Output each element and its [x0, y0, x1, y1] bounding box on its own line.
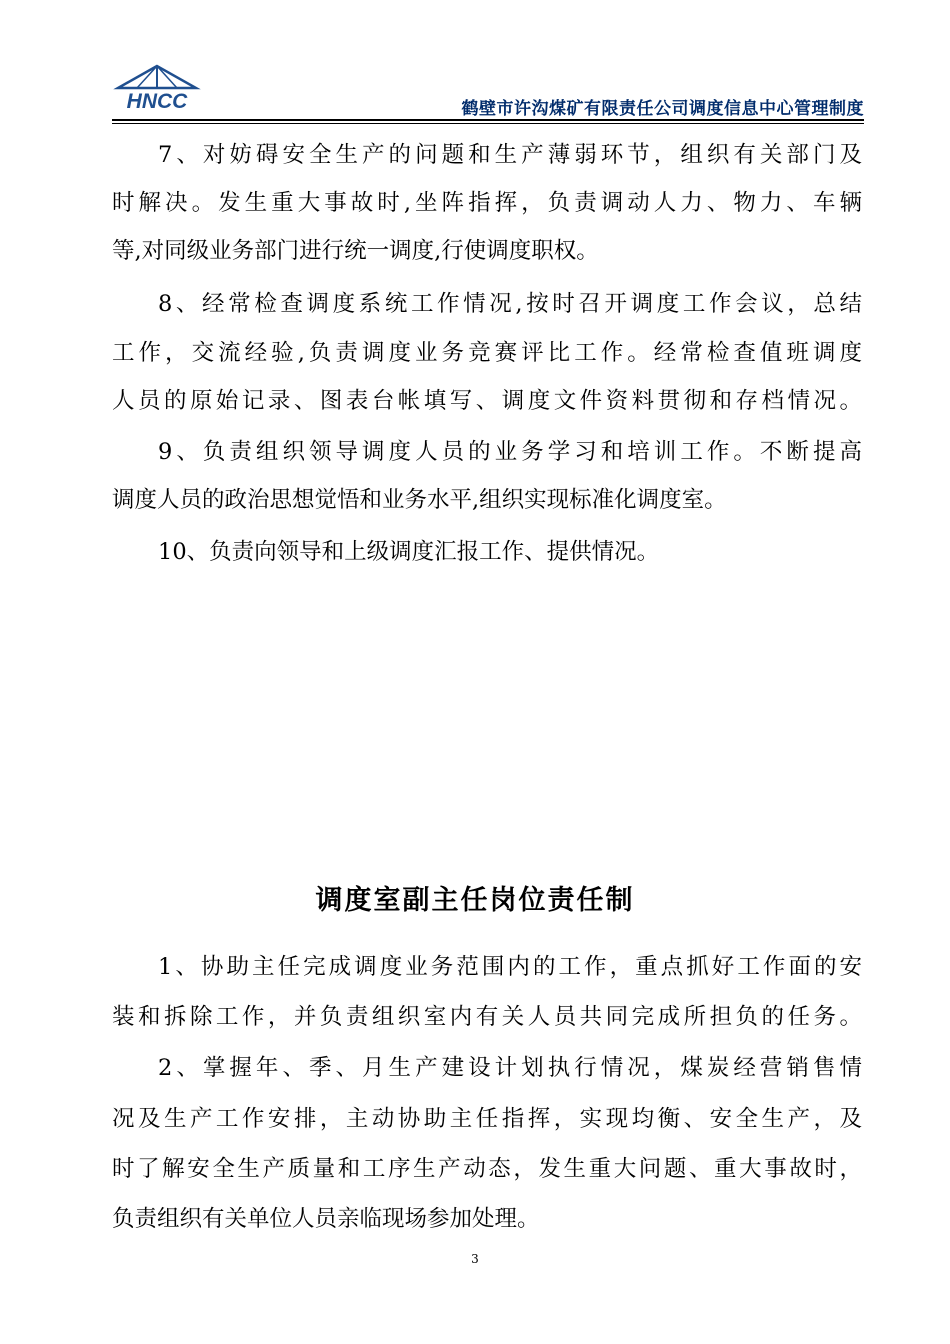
section-line: 2、掌握年、季、月生产建设计划执行情况，煤炭经营销售情 — [158, 1055, 862, 1081]
header-divider — [112, 119, 864, 121]
section-line: 负责组织有关单位人员亲临现场参加处理。 — [112, 1206, 540, 1232]
hncc-logo — [112, 64, 202, 110]
body-line: 时解决。发生重大事故时,坐阵指挥，负责调动人力、物力、车辆 — [112, 190, 862, 216]
body-line: 9、负责组织领导调度人员的业务学习和培训工作。不断提高 — [158, 439, 862, 465]
body-line: 调度人员的政治思想觉悟和业务水平,组织实现标准化调度室。 — [112, 487, 727, 513]
header-title: 鹤壁市许沟煤矿有限责任公司调度信息中心管理制度 — [461, 99, 864, 119]
logo-text: HNCC — [126, 90, 188, 110]
header-divider-thin — [112, 123, 864, 124]
body-line: 10、负责向领导和上级调度汇报工作、提供情况。 — [158, 539, 660, 565]
body-line: 8、经常检查调度系统工作情况,按时召开调度工作会议，总结 — [158, 291, 862, 317]
section-line: 时了解安全生产质量和工序生产动态，发生重大问题、重大事故时， — [112, 1156, 862, 1182]
section-line: 1、协助主任完成调度业务范围内的工作，重点抓好工作面的安 — [158, 954, 862, 980]
body-line: 7、对妨碍安全生产的问题和生产薄弱环节，组织有关部门及 — [158, 142, 862, 168]
section-line: 况及生产工作安排，主动协助主任指挥，实现均衡、安全生产，及 — [112, 1106, 862, 1132]
section-title: 调度室副主任岗位责任制 — [315, 885, 635, 916]
body-line: 等,对同级业务部门进行统一调度,行使调度职权。 — [112, 238, 599, 264]
body-line: 工作，交流经验,负责调度业务竞赛评比工作。经常检查值班调度 — [112, 340, 862, 366]
page-number: 3 — [471, 1252, 479, 1266]
page-header — [112, 64, 864, 124]
section-line: 装和拆除工作，并负责组织室内有关人员共同完成所担负的任务。 — [112, 1004, 862, 1030]
body-line: 人员的原始记录、图表台帐填写、调度文件资料贯彻和存档情况。 — [112, 388, 862, 414]
